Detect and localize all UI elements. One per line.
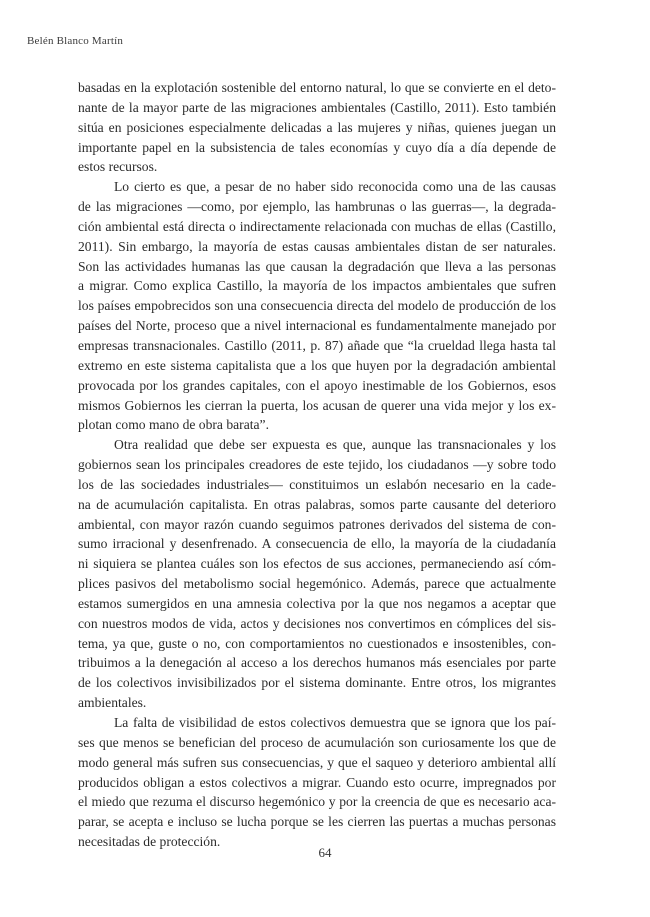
page-number: 64 — [318, 845, 332, 860]
text-line: modo general más sufren sus consecuencias, y que el saqueo y deterioro ambiental allí — [78, 754, 556, 770]
text-line: ambientales. — [78, 695, 147, 711]
text-line: estos recursos. — [78, 159, 158, 175]
text-line: ni siquiera se plantea cuáles son los efectos de sus acciones, permaneciendo así cóm- — [78, 556, 556, 572]
text-line: Lo cierto es que, a pesar de no haber sido reconocida como una de las causas — [114, 179, 556, 195]
text-line: con nuestros modos de vida, actos y decisiones nos convertimos en cómplices del sis- — [78, 615, 556, 631]
text-line: na de acumulación capitalista. En otras palabras, somos parte causante del deterioro — [78, 496, 556, 512]
text-line: plices pasivos del metabolismo social hegemónico. Además, parece que actualmente — [78, 576, 556, 592]
text-line: nante de la mayor parte de las migraciones ambientales (Castillo, 2011). Esto también — [78, 99, 556, 115]
paragraph — [78, 435, 556, 713]
text-line: producidos obligan a estos colectivos a migrar. Cuando esto ocurre, impregnados por — [78, 774, 556, 790]
text-line: estamos sumergidos en una amnesia colectiva por la que nos negamos a aceptar que — [78, 595, 556, 611]
text-line: basadas en la explotación sostenible del entorno natural, lo que se convierte en el deto- — [78, 80, 556, 95]
text-line: 2011). Sin embargo, la mayoría de estas causas ambientales distan de ser naturales. — [78, 238, 556, 254]
text-line: los países empobrecidos son una consecuencia directa del modelo de producción de los — [78, 298, 556, 314]
text-line: tribuimos a la denegación al acceso a los derechos humanos más esenciales por parte — [78, 655, 556, 671]
text-line: ses que menos se benefician del proceso de acumulación son curiosamente los que de — [78, 734, 556, 750]
text-line: de los colectivos invisibilizados por el sistema dominante. Entre otros, los migrantes — [78, 675, 556, 691]
text-line: tema, ya que, guste o no, con comportamientos no cuestionados e insostenibles, con- — [78, 635, 556, 651]
text-line: sitúa en posiciones especialmente delicadas a las mujeres y niñas, quienes juegan un — [78, 119, 556, 135]
text-line: Son las actividades humanas las que causan la degradación que lleva a las personas — [78, 258, 556, 274]
text-line: ambiental, con mayor razón cuando seguimos patrones derivados del sistema de con- — [78, 516, 556, 532]
text-line: a migrar. Como explica Castillo, la mayoría de los impactos ambientales que sufren — [78, 278, 556, 294]
body-text — [78, 78, 556, 852]
running-head: Belén Blanco Martín — [27, 35, 124, 47]
paragraph — [78, 177, 556, 435]
text-line: el miedo que rezuma el discurso hegemónico y por la creencia de que es necesario aca- — [78, 794, 556, 810]
text-line: mismos Gobiernos les cierran la puerta, los acusan de querer una vida mejor y los ex- — [78, 397, 556, 413]
text-line: parar, se acepta e incluso se lucha porque se les cierren las puertas a muchas personas — [78, 814, 556, 830]
text-line: países del Norte, proceso que a nivel internacional es fundamentalmente manejado por — [78, 318, 556, 334]
text-line: importante papel en la subsistencia de tales economías y cuyo día a día depende de — [78, 139, 556, 155]
text-line: ción ambiental está directa o indirectamente relacionada con muchas de ellas (Castillo, — [78, 218, 556, 234]
text-line: empresas transnacionales. Castillo (2011, p. 87) añade que “la crueldad llega hasta tal — [78, 337, 556, 353]
paragraph — [78, 713, 556, 852]
text-line: extremo en este sistema capitalista que a los que huyen por la degradación ambiental — [78, 357, 556, 373]
text-line: plotan como mano de obra barata”. — [78, 417, 269, 433]
text-line: los de las sociedades industriales— constituimos un eslabón necesario en la cade- — [78, 476, 556, 492]
text-line: gobiernos sean los principales creadores de este tejido, los ciudadanos —y sobre todo — [78, 457, 556, 473]
text-line: La falta de visibilidad de estos colectivos demuestra que se ignora que los paí- — [114, 715, 556, 730]
text-line: necesitadas de protección. — [78, 834, 221, 850]
paragraph — [78, 78, 556, 177]
text-line: sumo irracional y desenfrenado. A consecuencia de ello, la mayoría de la ciudadanía — [78, 536, 556, 552]
text-line: de las migraciones —como, por ejemplo, las hambrunas o las guerras—, la degrada- — [78, 199, 556, 215]
text-line: Otra realidad que debe ser expuesta es que, aunque las transnacionales y los — [114, 437, 556, 453]
text-line: provocada por los grandes capitales, con el apoyo inestimable de los Gobiernos, esos — [78, 377, 556, 393]
